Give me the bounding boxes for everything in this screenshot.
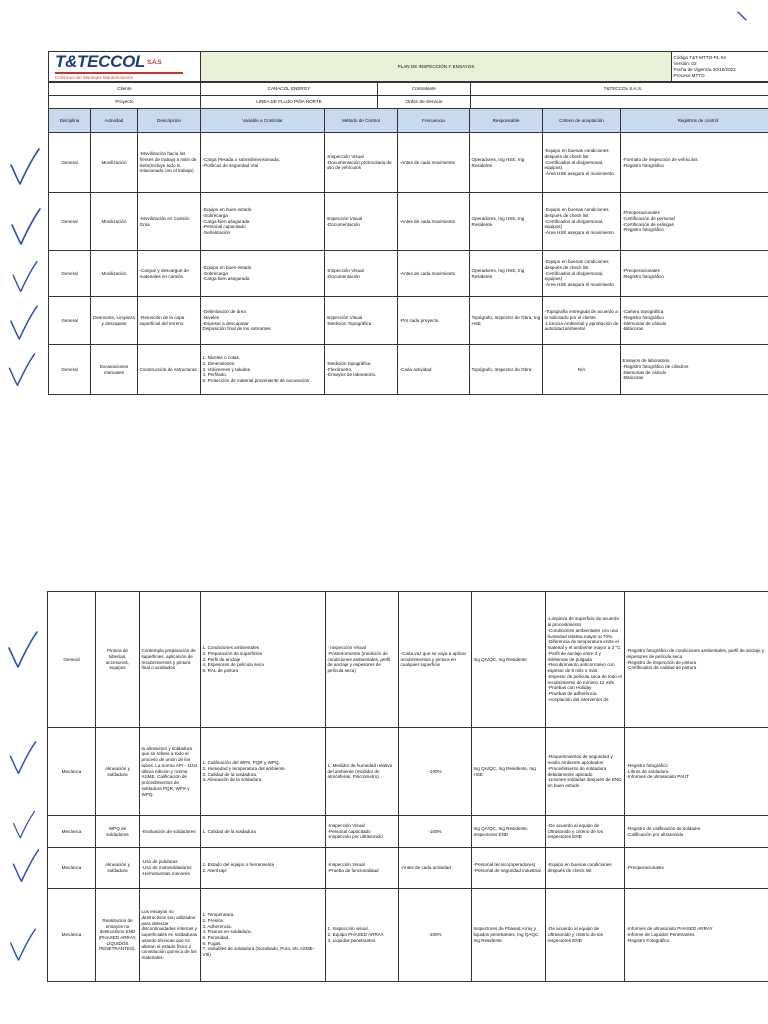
info-block	[48, 81, 768, 109]
cell-responsable: Topógrafo, Inspector de Obra, Ing HSE	[470, 297, 543, 345]
cell-variable: 1. Calidad de la soldadura	[201, 816, 326, 848]
logo-sas: S.A.S	[147, 59, 162, 66]
cell-variable: 1. Niveles o cotas. 2. Dimensiones. 3. Volúmenes y taludes. 4. Perfilado. 5. Protección de material proveniente de excavación.	[201, 345, 325, 395]
document-version: Versión: 02	[673, 60, 697, 66]
table-row	[49, 345, 768, 395]
col-header-actividad: Actividad	[91, 109, 138, 133]
cell-actividad: Movilización	[91, 133, 138, 193]
contractor-value: T&TECCOL S.A.S.	[471, 82, 768, 96]
table-row	[48, 728, 768, 816]
cell-disciplina: General	[49, 297, 91, 345]
cell-metodo: 1. Inspección visual. 2. Equipo PHASED ARRAY. 3. Liquidos penetrantes	[326, 889, 399, 982]
plan-table-top-wrap	[48, 108, 768, 395]
cell-disciplina: Mecánica	[48, 889, 96, 982]
checkmark-icon	[8, 304, 40, 342]
checkmark-icon	[6, 630, 40, 670]
checkmark-icon	[6, 352, 38, 388]
checkmark-icon	[8, 260, 42, 294]
cell-variable: -Equipo en buen estado -Sobrecarga -Carga bien asegurada	[201, 251, 325, 297]
cell-responsable: Operadores, Ing HSE, Ing Residente	[470, 193, 543, 251]
cell-responsable: Operadores, Ing HSE, Ing Residente	[470, 133, 543, 193]
cell-criterio: -Topografía entregada de acuerdo a lo solicitado por el cliente -Licencia Ambiental y aprobación de autoridad ambiental	[543, 297, 621, 345]
cell-criterio: -Equipo en buenas condiciones después de check list -Certificados al día(personal, equipos) -Área HSE asegura el movimiento	[543, 251, 621, 297]
client-label: Cliente	[49, 82, 201, 96]
cell-frecuencia: -Antes de cada movimiento	[398, 193, 470, 251]
checkmark-icon	[8, 925, 38, 965]
table-body-bottom	[48, 592, 768, 982]
col-header-variable: Variable a Controlar	[201, 109, 325, 133]
cell-disciplina: Mecánica	[48, 816, 96, 848]
cell-disciplina: General	[49, 133, 91, 193]
cell-frecuencia: -Cada actividad	[398, 345, 470, 395]
cell-frecuencia: -100%	[399, 889, 472, 982]
checkmark-icon	[6, 740, 40, 776]
company-logo	[49, 52, 201, 83]
cell-metodo: 1. Medidor de humedad relativa del ambiente (medidor de atmósferas, Psicrometro).	[326, 728, 399, 816]
cell-variable: -Delimitación de área -Niveles -Espesor a descapotar Disposición final de los sobrantes	[201, 297, 325, 345]
cell-actividad: Pintura de tuberías, accesorios, equipos	[96, 592, 140, 728]
cell-responsable: Ing QA/QC, Ing Residente, Inspectores END	[472, 816, 546, 848]
cell-actividad: Excavaciones manuales	[91, 345, 138, 395]
cell-metodo: -Inspección Visual -Personal capacitado -Inspección por ultrasonido	[326, 816, 399, 848]
cell-descripcion: -Evaluación de soldadores	[140, 816, 201, 848]
header-table	[48, 51, 768, 83]
document-validity: Fecha de Vigencia 20/10/2022	[673, 66, 736, 72]
table-row	[49, 251, 768, 297]
document-code-block	[672, 52, 768, 83]
cell-frecuencia: -Antes de cada actividad	[399, 848, 472, 889]
checkmark-icon	[10, 848, 42, 884]
table-row	[48, 592, 768, 728]
cell-variable: -Equipo en buen estado -Sobrecarga -Carga bien asegurada -Personal capacitado -Señalización	[201, 193, 325, 251]
table-row	[49, 297, 768, 345]
checkmark-icon	[8, 810, 40, 840]
cell-descripcion: la alineacion y soldadura que se refiere a todo el proceso de unión de los tubos. La norma API - 1104 última edición y norma ASME. Calificación de procedimientos de soldadura PQR, WPS y WPQ.	[140, 728, 201, 816]
cell-registros: -Registro de calificación de soldador -Calificación por ultrasonido	[625, 816, 768, 848]
cell-disciplina: General	[49, 251, 91, 297]
cell-descripcion: -Uso de pulidoras -Uso de motosoldadores -Herramientas menores	[140, 848, 201, 889]
cell-actividad: Desmonte, Limpieza y descapote	[91, 297, 138, 345]
cell-responsable: Ing QA/QC, Ing Residente	[472, 592, 546, 728]
cell-frecuencia: -Antes de cada movimiento	[398, 251, 470, 297]
cell-registros: -Formato de inspección de vehículos -Registro fotográfico	[621, 133, 768, 193]
cell-frecuencia: -Por cada proyecto	[398, 297, 470, 345]
table-row	[48, 848, 768, 889]
cell-variable: 1. Condiciones ambientales 2. Preparación de superficies 3. Perfil de anclaje 4. Espesores de película seca 5. RAL de pintura	[201, 592, 326, 728]
plan-table-bottom-wrap	[47, 591, 768, 982]
table-row	[48, 816, 768, 848]
cell-variable: 1. Temperatura. 2. Presión. 3. Adherencia. 4. Fisuras en soldadura. 5. Porosidad. 6. Fugas. 7. Variables de soldadura (Socabado, Poro, etc ASME-VIII).	[201, 889, 326, 982]
cell-descripcion: -Movilización en Camión Grúa	[138, 193, 201, 251]
cell-variable: -Carga Pesada o sobredimensionada; -Políticas de seguridad Vial	[201, 133, 325, 193]
cell-registros: -Registro fotográfico -Libros de soldadura -Informes de ultrasonido PAUT	[625, 728, 768, 816]
cell-actividad: WPQ de soldadores	[96, 816, 140, 848]
cell-metodo: -Medición topográfica -Flexómetro. -Ensayos de laboratorio.	[325, 345, 398, 395]
document-title: PLAN DE INSPECCIÓN Y ENSAYOS	[201, 52, 672, 83]
col-header-registros: Registros de control	[621, 109, 768, 133]
cell-criterio: N/A	[543, 345, 621, 395]
cell-descripcion: -Movilización hacia los frentes de trabajo a mitin de éxito(Incluye todo lo relacionado con el trabajo)	[138, 133, 201, 193]
col-header-responsable: Responsable	[470, 109, 543, 133]
plan-table-bottom	[47, 591, 768, 982]
plan-table-top	[48, 108, 768, 395]
order-value	[471, 96, 768, 109]
cell-responsable: Topógrafo, Inspector de Obra	[470, 345, 543, 395]
cell-criterio: -De acuerdo al equipo de Ultrasonido y criterio de los inspectores END	[546, 889, 625, 982]
document-process: Proceso MTTO	[673, 73, 705, 79]
cell-metodo: -Inspección Visual -Documentación	[325, 251, 398, 297]
table-row	[49, 133, 768, 193]
cell-frecuencia: -100%	[399, 728, 472, 816]
cell-metodo: -Inspección Visual -Prueba de funcionalidad	[326, 848, 399, 889]
checkmark-icon	[8, 207, 44, 247]
cell-responsable: -Personal técnico(operadores) -Personal de seguridad industrial	[472, 848, 546, 889]
column-header-row	[49, 109, 768, 133]
cell-metodo: Inspección Visual -Documentación	[325, 193, 398, 251]
logo-tagline: Construcción Montajes Mantenimiento	[55, 74, 134, 80]
cell-frecuencia: -Antes de cada movimiento	[398, 133, 470, 193]
cell-registros: Ensayos de laboratorio. -Registro fotográfico de cilindros -Memorias de cálculo -Bitácoras	[621, 345, 768, 395]
cell-criterio: -De acuerdo al equipo de Ultrasonido y criterio de los inspectores END	[546, 816, 625, 848]
cell-disciplina: General	[49, 193, 91, 251]
cell-descripcion: -Remoción de la capa superficial del terreno	[138, 297, 201, 345]
checkmark-icon	[8, 146, 42, 188]
col-header-frecuencia: Frecuencia	[398, 109, 470, 133]
info-table	[48, 81, 768, 109]
table-row	[48, 889, 768, 982]
client-value: CANACOL ENERGY	[201, 82, 378, 96]
cell-responsable: Inspectores de Phased Array y liquidos penetrantes, Ing QAQC, Ing Residente	[472, 889, 546, 982]
cell-disciplina: Mecánica	[48, 728, 96, 816]
cell-metodo: - Inspección Visual -Posteriormente (medición de condiciones ambientales, perfil de anclaje y espesores de película seca)	[326, 592, 399, 728]
cell-descripcion: -Cargue y descargue de materiales en camión	[138, 251, 201, 297]
cell-variable: 1. Calificación del WPS, PQR y WPQ. 2. Humedad y temperatura del ambiente. 3. Calidad de la soldadura. 4. Alineación de la soldadura.	[201, 728, 326, 816]
cell-registros: -Registro fotográfico de condiciones ambientales, perfil de anclaje y espesores de película seca -Registro de inspección de pintura -Certificados de calidad de pintura	[625, 592, 768, 728]
logo-text: T&TECCOL	[55, 52, 146, 71]
order-label: Orden de Servicio	[378, 96, 471, 109]
col-header-descripcion: Descripción	[138, 109, 201, 133]
cell-registros: -Cartera topográfica -Registro fotográfico -Memorias de cálculo -Bitácoras	[621, 297, 768, 345]
cell-criterio: -Equipo en buenas condiciones después de check list	[546, 848, 625, 889]
cell-disciplina: Mecánica	[48, 848, 96, 889]
col-header-disciplina: Disciplina	[49, 109, 91, 133]
table-row	[49, 193, 768, 251]
cell-registros: -Preoperacionales	[625, 848, 768, 889]
cell-descripcion: Los ensayos no destructivos son utilizados para detectar discontinuidades internas y superficiales en soldaduras usando técnicas que no alteran el estado físico o constitución química de los materiales.	[140, 889, 201, 982]
cell-responsable: Operadores, Ing HSE, Ing Residente	[470, 251, 543, 297]
cell-disciplina: General	[49, 345, 91, 395]
project-value: LINEA DE FLUJO PIÑA NORTE	[201, 96, 378, 109]
corner-check-mark	[736, 10, 750, 22]
table-body-top	[49, 133, 768, 395]
cell-criterio: -Limpieza de superficie de acuerdo al procedimiento -Condiciones ambientales con una humedad relativa mayor al 70%. -Diferencia de temperatura entre el material y el ambiente mayor a 3 °C -Perfil de anclaje entre 2 y milésimas de pulgada -Recubrimiento anticorrosivo con espesor de 8 mils o más. -Espesor de película seca de todo el recubrimiento de mínimo 12 mils -Pruebas con Holiday -Pruebas de adherencia -Aceptación del interventor de	[546, 592, 625, 728]
header-block	[48, 51, 768, 83]
cell-criterio: -Equipo en buenas condiciones después de check list -Certificados al día(personal, equipos) -Área HSE asegura el movimiento	[543, 193, 621, 251]
cell-actividad: Movilización	[91, 193, 138, 251]
cell-criterio: -Equipo en buenas condiciones después de check list -Certificados al día(personal, equipos) -Área HSE asegura el movimiento	[543, 133, 621, 193]
cell-descripcion: Construcción de estructuras	[138, 345, 201, 395]
cell-actividad: Movilización	[91, 251, 138, 297]
cell-registros: -Informes de ultrasonido PHASED ARRAY -Informe de Liquidos Penetrantes -Registro Fotográfico	[625, 889, 768, 982]
logo-underline	[55, 72, 183, 74]
cell-variable: 1. Estado del equipo o herramienta 2. Aterrizaje	[201, 848, 326, 889]
col-header-criterio: Criterio de aceptación	[543, 109, 621, 133]
contractor-label: Contratante	[378, 82, 471, 96]
col-header-metodo: Método de Control	[325, 109, 398, 133]
cell-actividad: Alineación y soldadura	[96, 848, 140, 889]
cell-criterio: -Requerimientos de seguridad y medio ambiente aprobados -Procedimiento de soldadura debidamente aplicado -Uniones soldadas después de END en buen estado	[546, 728, 625, 816]
document-code: Código T&T-MTTO-PL-04	[673, 54, 726, 60]
cell-actividad: Realizacion de ensayos no destructivos END (PHASED ARRAY, LIQUIDOS PENETRANTES).	[96, 889, 140, 982]
cell-frecuencia: -Cada vez que se vaya a aplicar recubrimientos y pintura en cualquier superficie	[399, 592, 472, 728]
cell-registros: -Preoperacionales -Certificación de personal -Certificación de eslingas -Registro fotográfico	[621, 193, 768, 251]
cell-descripcion: Contempla preparación de superficies, aplicación de recubrimientos y pintura final o acabados	[140, 592, 201, 728]
cell-frecuencia: -100%	[399, 816, 472, 848]
cell-metodo: -Inspección Visual -Documentación protocolaria de uso de vehículos	[325, 133, 398, 193]
cell-registros: -Preoperacionales -Registro fotográfico	[621, 251, 768, 297]
cell-actividad: Alineación y soldadura	[96, 728, 140, 816]
cell-responsable: Ing QA/QC, Ing Residente, Ing HSE	[472, 728, 546, 816]
project-label: Proyecto	[49, 96, 201, 109]
cell-disciplina: General	[48, 592, 96, 728]
cell-metodo: Inspección Visual -Medición Topográfica	[325, 297, 398, 345]
